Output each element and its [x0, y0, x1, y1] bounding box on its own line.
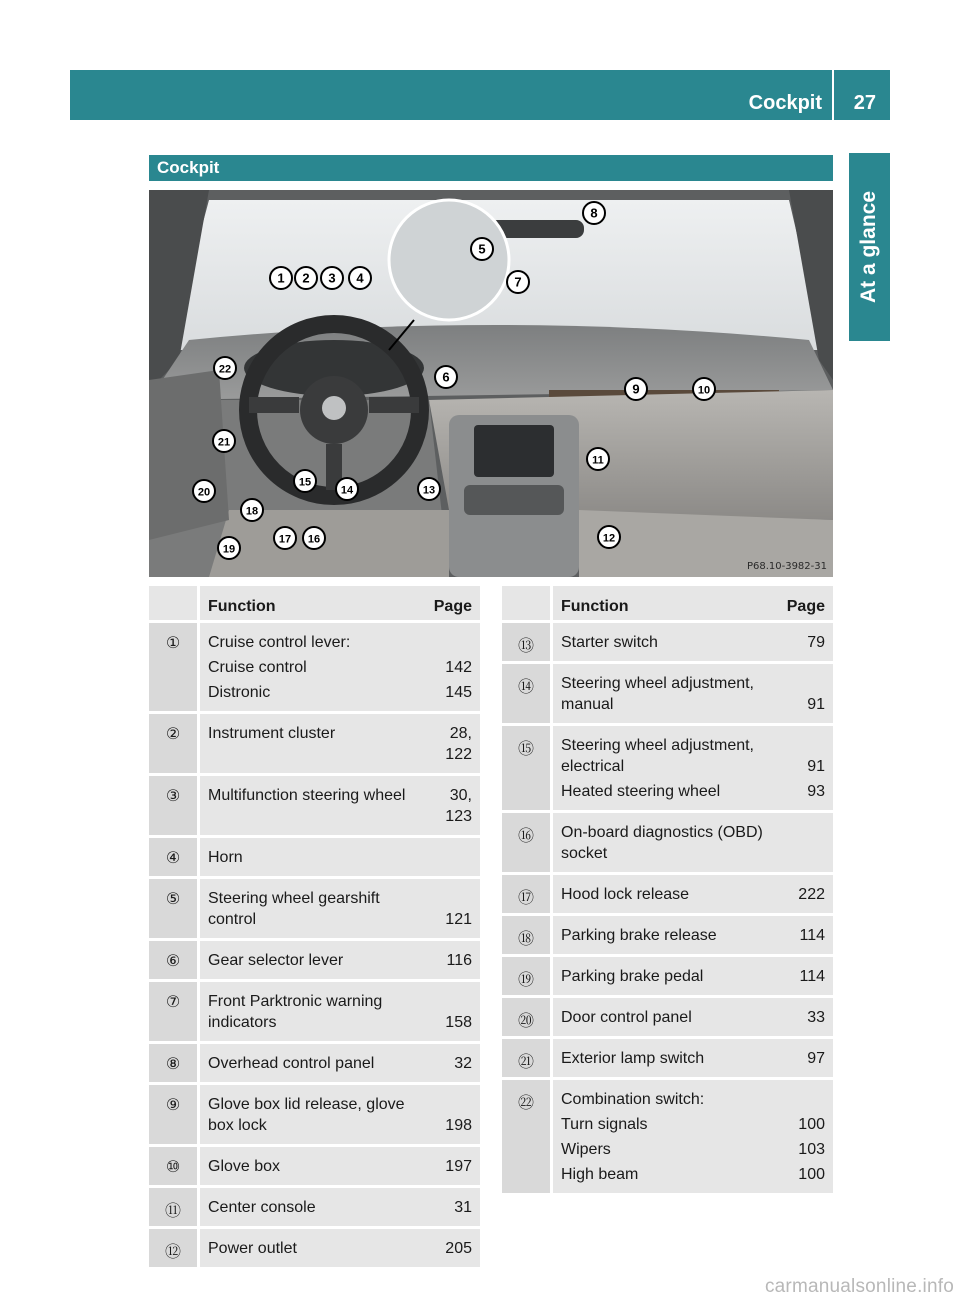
function-text: Glove box	[208, 1158, 281, 1175]
function-text: Multifunction steering wheel	[208, 787, 406, 804]
function-text: Cruise control lever:	[208, 634, 351, 651]
function-text: Steering wheel gearshift control	[208, 890, 380, 928]
function-text: High beam	[561, 1166, 639, 1183]
callout-label: 16	[307, 533, 321, 546]
header-title: Cockpit	[748, 92, 822, 114]
callout-19	[218, 537, 240, 559]
callout-label: 13	[422, 484, 436, 497]
function-text: Hood lock release	[561, 886, 690, 903]
page-ref: 121	[445, 911, 472, 928]
callout-8	[583, 202, 605, 224]
function-text: Turn signals	[561, 1116, 648, 1133]
page-ref: 197	[445, 1158, 472, 1175]
table-row	[149, 1188, 480, 1229]
callout-7	[507, 271, 529, 293]
function-text: Door control panel	[561, 1009, 692, 1026]
callout-label: 19	[222, 543, 236, 556]
table-row	[502, 957, 833, 998]
table-header-row	[149, 586, 480, 623]
callout-17	[274, 527, 296, 549]
function-entry	[553, 1089, 833, 1110]
callout-3	[321, 267, 343, 289]
item-number: ②	[149, 714, 200, 773]
function-entry	[200, 847, 480, 868]
function-entry	[553, 925, 833, 946]
item-number: ⑮	[502, 726, 553, 810]
item-number: ⑲	[502, 957, 553, 995]
header-num-cell	[149, 586, 200, 620]
function-entry	[200, 785, 480, 827]
callout-label: 20	[197, 486, 211, 499]
header-page: Page	[786, 598, 825, 615]
page-ref: 100	[798, 1116, 825, 1133]
page-number: 27	[853, 92, 876, 114]
item-number: ⑨	[149, 1085, 200, 1144]
function-text: Parking brake pedal	[561, 968, 704, 985]
callout-14	[336, 478, 358, 500]
function-entry	[553, 822, 833, 864]
callout-label: 3	[328, 270, 336, 286]
page-header	[70, 70, 890, 120]
function-entry	[553, 1114, 833, 1135]
item-number: ⑰	[502, 875, 553, 913]
page-ref: 31	[454, 1199, 472, 1216]
function-entry	[200, 657, 480, 678]
page-ref: 32	[454, 1055, 472, 1072]
table-row	[502, 813, 833, 875]
item-number: ④	[149, 838, 200, 876]
function-entry	[200, 1156, 480, 1177]
item-number: ⑱	[502, 916, 553, 954]
function-text: Starter switch	[561, 634, 658, 651]
callout-label: 2	[302, 270, 310, 286]
item-number: ①	[149, 623, 200, 711]
callout-label: 17	[278, 533, 292, 546]
callout-label: 11	[592, 454, 604, 467]
page-ref: 33	[807, 1009, 825, 1026]
page-ref: 30, 123	[445, 787, 472, 825]
item-number: ⑧	[149, 1044, 200, 1082]
function-table-right	[502, 586, 833, 1196]
item-number: ⑬	[502, 623, 553, 661]
callout-label: 12	[602, 532, 616, 545]
table-row	[502, 664, 833, 726]
callout-label: 15	[298, 476, 312, 489]
function-text: Distronic	[208, 684, 271, 701]
table-row	[149, 776, 480, 838]
item-number: ⑭	[502, 664, 553, 723]
page-ref: 145	[445, 684, 472, 701]
function-text: Power outlet	[208, 1240, 297, 1257]
function-table-left	[149, 586, 480, 1270]
function-text: Instrument cluster	[208, 725, 336, 742]
function-entry	[553, 1164, 833, 1185]
item-number: ⑫	[149, 1229, 200, 1267]
item-number: ⑤	[149, 879, 200, 938]
header-num-cell	[502, 586, 553, 620]
function-entry	[200, 1197, 480, 1218]
callout-label: 5	[478, 241, 486, 257]
callout-22	[214, 357, 236, 379]
callout-16	[303, 527, 325, 549]
function-entry	[553, 673, 833, 715]
function-entry	[553, 781, 833, 802]
page-ref: 205	[445, 1240, 472, 1257]
page-ref: 79	[807, 634, 825, 651]
function-text: Steering wheel adjustment, electrical	[561, 737, 754, 775]
function-entry	[200, 991, 480, 1033]
callout-13	[418, 478, 440, 500]
page-ref: 97	[807, 1050, 825, 1067]
callout-label: 18	[245, 505, 259, 518]
table-row	[149, 1085, 480, 1147]
table-row	[502, 875, 833, 916]
side-tab-label: At a glance	[857, 190, 880, 304]
function-entry	[200, 1053, 480, 1074]
callout-label: 1	[277, 270, 285, 286]
table-row	[149, 982, 480, 1044]
table-row	[502, 1039, 833, 1080]
table-row	[502, 726, 833, 813]
function-entry	[200, 723, 480, 765]
item-number: ㉒	[502, 1080, 553, 1193]
page-ref: 91	[807, 758, 825, 775]
item-number: ⑯	[502, 813, 553, 872]
table-row	[149, 714, 480, 776]
table-row	[502, 623, 833, 664]
function-entry	[553, 966, 833, 987]
watermark: carmanualsonline.info	[764, 1276, 954, 1297]
function-entry	[553, 884, 833, 905]
function-text: Exterior lamp switch	[561, 1050, 705, 1067]
callout-5	[471, 238, 493, 260]
page-ref: 142	[445, 659, 472, 676]
item-number: ㉑	[502, 1039, 553, 1077]
function-entry	[200, 950, 480, 971]
table-row	[149, 879, 480, 941]
page-ref: 28, 122	[445, 725, 472, 763]
callout-label: 7	[514, 274, 522, 290]
callout-label: 8	[590, 205, 598, 221]
table-body-right	[502, 623, 833, 1196]
header-page: Page	[433, 598, 472, 615]
function-entry	[200, 632, 480, 653]
function-entry	[553, 735, 833, 777]
function-text: Gear selector lever	[208, 952, 344, 969]
callout-15	[294, 470, 316, 492]
function-text: Wipers	[561, 1141, 611, 1158]
page-ref: 114	[799, 927, 825, 944]
page-ref: 198	[445, 1117, 472, 1134]
function-text: Cruise control	[208, 659, 307, 676]
callout-label: 21	[217, 436, 231, 449]
function-text: Steering wheel adjustment, manual	[561, 675, 754, 713]
table-body-left	[149, 623, 480, 1270]
table-row	[149, 941, 480, 982]
page-ref: 158	[445, 1014, 472, 1031]
header-function: Function	[208, 598, 276, 615]
item-number: ⑳	[502, 998, 553, 1036]
callout-12	[598, 526, 620, 548]
function-entry	[553, 1139, 833, 1160]
item-number: ⑦	[149, 982, 200, 1041]
callout-2	[295, 267, 317, 289]
function-text: Glove box lid release, glove box lock	[208, 1096, 405, 1134]
callout-label: 22	[218, 363, 232, 376]
callout-label: 14	[340, 484, 354, 497]
item-number: ③	[149, 776, 200, 835]
callout-label: 6	[442, 369, 450, 385]
function-text: Overhead control panel	[208, 1055, 375, 1072]
function-entry	[200, 1094, 480, 1136]
table-row	[149, 1229, 480, 1270]
table-row	[149, 623, 480, 714]
header-function: Function	[561, 598, 629, 615]
function-entry	[553, 1007, 833, 1028]
callout-label: 10	[697, 384, 711, 397]
callout-18	[241, 499, 263, 521]
photo-code: P68.10-3982-31	[746, 561, 827, 572]
section-title: Cockpit	[157, 158, 220, 177]
table-row	[149, 1044, 480, 1085]
callout-10	[693, 378, 715, 400]
function-text: Parking brake release	[561, 927, 717, 944]
item-number: ⑩	[149, 1147, 200, 1185]
table-row	[149, 838, 480, 879]
header-divider	[832, 70, 834, 120]
function-text: On-board diagnostics (OBD) socket	[561, 824, 763, 862]
callout-9	[625, 378, 647, 400]
section-header	[149, 155, 833, 181]
function-entry	[553, 1048, 833, 1069]
callout-11	[587, 448, 609, 470]
page-ref: 91	[807, 696, 825, 713]
page-ref: 116	[446, 952, 472, 969]
function-text: Horn	[208, 849, 243, 866]
item-number: ⑪	[149, 1188, 200, 1226]
item-number: ⑥	[149, 941, 200, 979]
callout-label: 4	[356, 270, 364, 286]
table-row	[502, 1080, 833, 1196]
function-text: Combination switch:	[561, 1091, 705, 1108]
page-ref: 100	[798, 1166, 825, 1183]
callout-20	[193, 480, 215, 502]
table-row	[502, 998, 833, 1039]
side-tab	[849, 153, 890, 341]
function-entry	[200, 682, 480, 703]
callout-6	[435, 366, 457, 388]
table-header-row	[502, 586, 833, 623]
page-ref: 93	[807, 783, 825, 800]
table-row	[149, 1147, 480, 1188]
function-entry	[553, 632, 833, 653]
callout-1	[270, 267, 292, 289]
function-entry	[200, 1238, 480, 1259]
page-ref: 114	[799, 968, 825, 985]
page-ref: 103	[798, 1141, 825, 1158]
table-row	[502, 916, 833, 957]
function-text: Heated steering wheel	[561, 783, 721, 800]
callout-4	[349, 267, 371, 289]
callout-label: 9	[632, 381, 640, 397]
function-entry	[200, 888, 480, 930]
callout-21	[213, 430, 235, 452]
cockpit-photo	[149, 190, 833, 577]
cockpit-illustration	[149, 190, 833, 577]
function-text: Front Parktronic warning indicators	[208, 993, 383, 1031]
function-text: Center console	[208, 1199, 316, 1216]
page-ref: 222	[798, 886, 825, 903]
